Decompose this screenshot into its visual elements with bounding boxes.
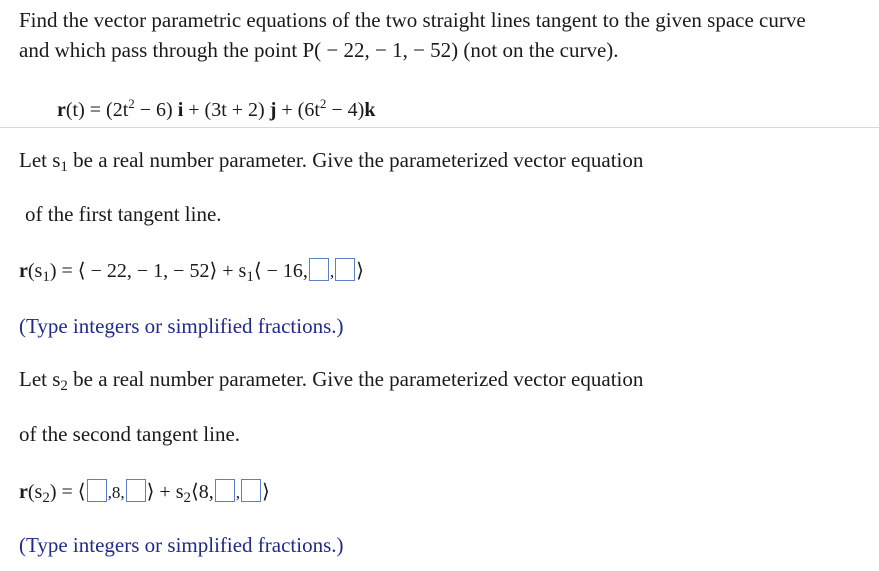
part1-point: ⟨ − 22, − 1, − 52⟩ <box>77 260 218 282</box>
part1-comma: , <box>329 262 335 281</box>
problem-line-2: and which pass through the point P( − 22, − 1, − 52) (not on the curve). <box>19 38 619 62</box>
part1-prompt <box>19 148 643 176</box>
part2-point-z-input[interactable] <box>126 479 146 502</box>
part2-dir-y-input[interactable] <box>215 479 235 502</box>
curve-exp-1: 2 <box>128 96 135 111</box>
curve-exp-2: 2 <box>319 96 327 111</box>
curve-part-3: + (3t + 2) <box>183 99 270 121</box>
curve-k: k <box>364 99 376 121</box>
part2-dir-z-input[interactable] <box>241 479 261 502</box>
part1-dir-start: ⟨ − 16, <box>253 260 308 282</box>
part2-plus-sub: 2 <box>183 490 191 506</box>
section-divider <box>0 127 879 128</box>
curve-j: j <box>269 99 277 121</box>
part2-r: r <box>19 481 28 503</box>
part2-plus-s: + s <box>154 481 184 503</box>
curve-part-4: + (6t <box>276 99 320 121</box>
part2-prompt <box>19 367 643 395</box>
curve-r: r <box>57 99 66 121</box>
part1-paren: (s <box>27 260 43 282</box>
part2-pt-mid: ,8, <box>107 483 125 502</box>
part1-prompt-a: Let s <box>19 148 61 172</box>
part1-equation <box>19 258 364 286</box>
curve-part-2: − 6) <box>134 99 178 121</box>
part2-pt-close: ⟩ <box>146 481 155 503</box>
part2-point-x-input[interactable] <box>87 479 107 502</box>
part2-equation <box>19 479 270 507</box>
part2-prompt-sub: 2 <box>60 378 68 394</box>
part2-pt-open: ⟨ <box>77 481 86 503</box>
part2-hint: (Type integers or simplified fractions.) <box>19 533 344 557</box>
curve-part-1: (t) = (2t <box>65 99 129 121</box>
part2-dir-end: ⟩ <box>262 481 270 503</box>
curve-i: i <box>177 99 184 121</box>
part1-dir-end: ⟩ <box>356 260 364 282</box>
part1-lhs-sub: 1 <box>42 269 50 285</box>
part1-dir-y-input[interactable] <box>309 258 329 281</box>
part1-r: r <box>19 260 28 282</box>
part2-paren: (s <box>27 481 43 503</box>
part1-dir-z-input[interactable] <box>335 258 355 281</box>
part2-prompt-a: Let s <box>19 367 61 391</box>
part1-plus-sub: 1 <box>246 269 254 285</box>
part1-prompt-c: of the first tangent line. <box>25 202 222 226</box>
curve-part-5: − 4) <box>326 99 365 121</box>
part2-comma: , <box>235 483 241 502</box>
part1-prompt-b: be a real number parameter. Give the parameterized vector equation <box>67 148 644 172</box>
part1-plus-s: + s <box>217 260 247 282</box>
part2-dir-start: ⟨8, <box>190 481 214 503</box>
problem-line-1: Find the vector parametric equations of the two straight lines tangent to the given space curve <box>19 8 806 32</box>
part2-prompt-b: be a real number parameter. Give the parameterized vector equation <box>67 367 644 391</box>
part1-hint: (Type integers or simplified fractions.) <box>19 314 344 338</box>
part2-lhs-sub: 2 <box>42 490 50 506</box>
part1-prompt-sub: 1 <box>60 159 68 175</box>
part2-prompt-c: of the second tangent line. <box>19 422 241 446</box>
curve-equation <box>57 96 375 122</box>
part2-lhs-rest: ) = <box>49 481 78 503</box>
part1-lhs-rest: ) = <box>49 260 78 282</box>
